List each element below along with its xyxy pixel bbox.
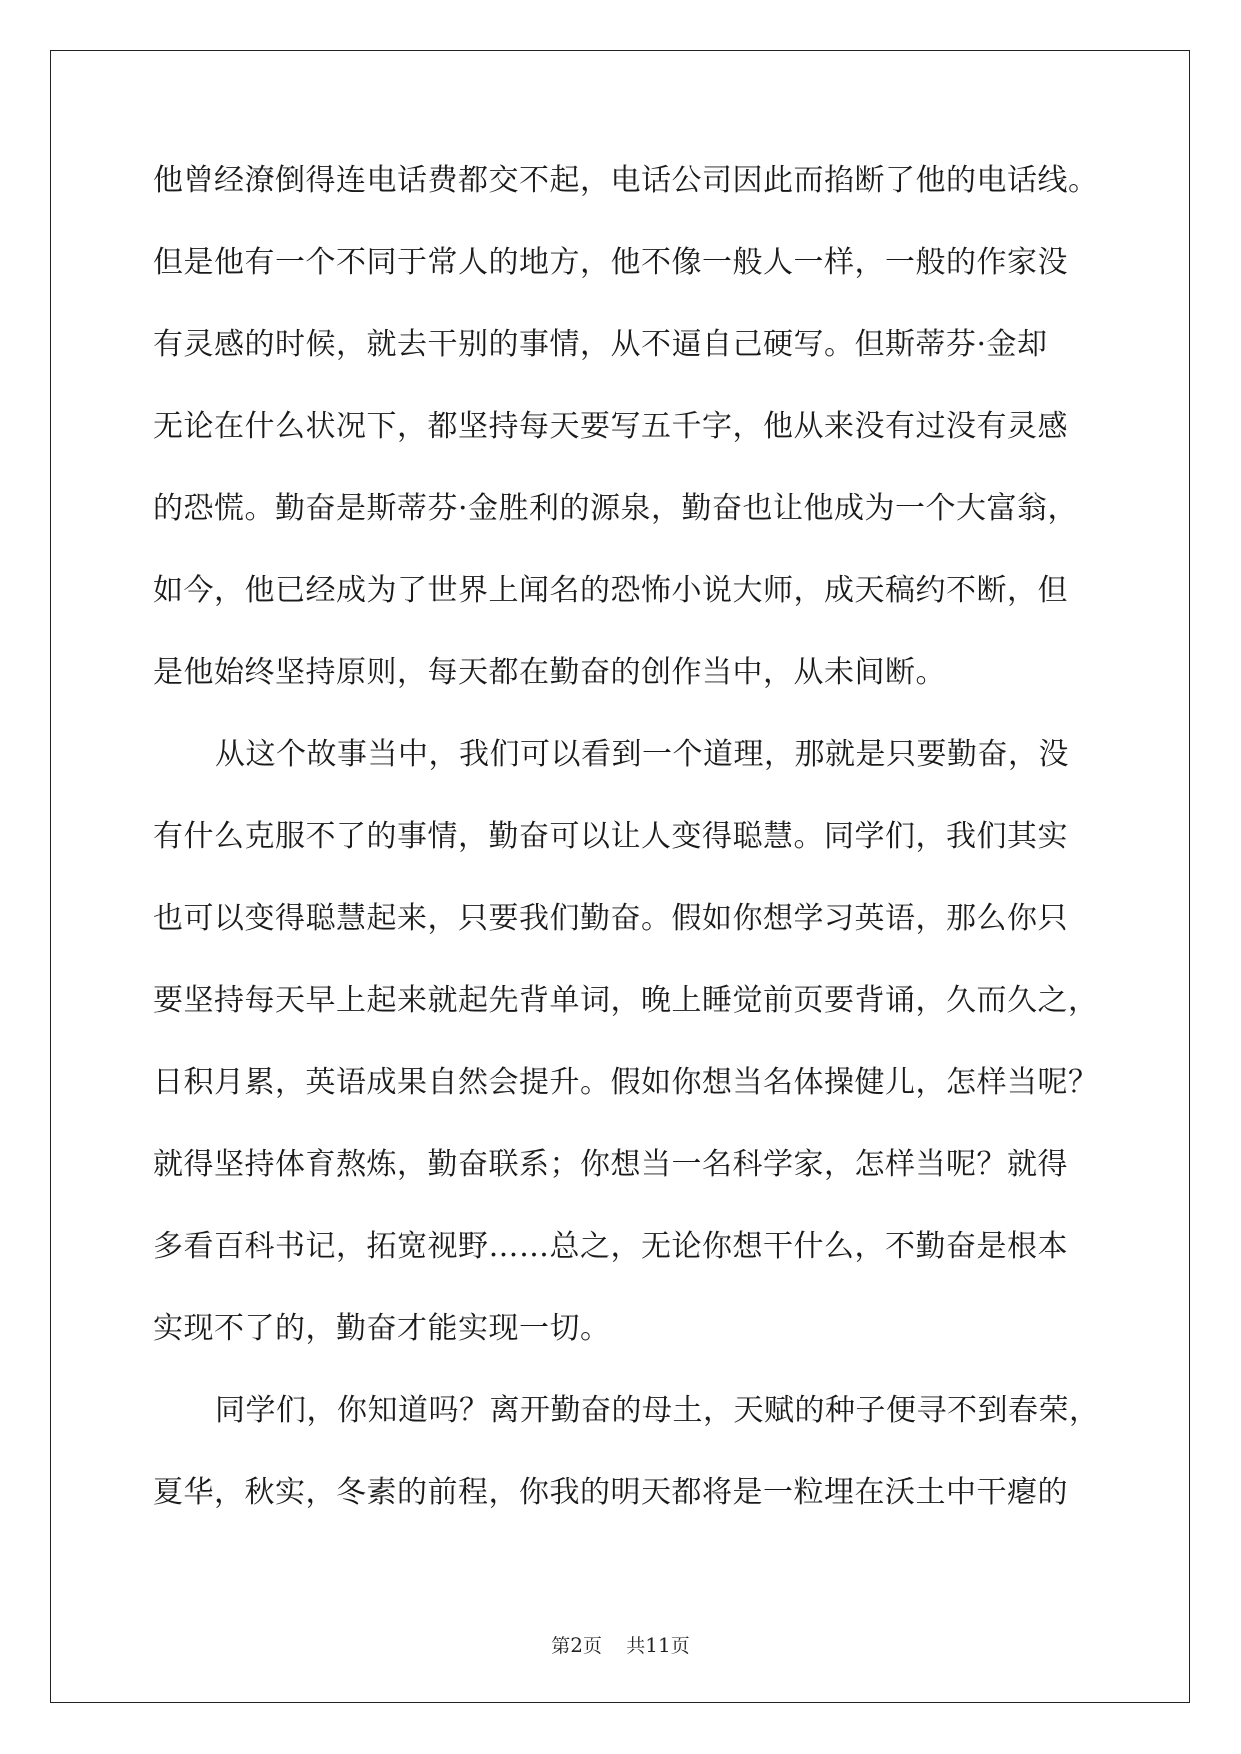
text-line: 实现不了的，勤奋才能实现一切。 xyxy=(153,1311,611,1346)
page-current: 2 xyxy=(570,1633,584,1657)
text-line: 要坚持每天早上起来就起先背单词，晚上睡觉前页要背诵，久而久之， xyxy=(153,983,1099,1018)
document-body xyxy=(153,155,1100,1549)
text-line: 日积月累，英语成果自然会提升。假如你想当名体操健儿，怎样当呢？ xyxy=(153,1065,1099,1100)
text-line: 同学们，你知道吗？离开勤奋的母土，天赋的种子便寻不到春荣， xyxy=(215,1393,1100,1428)
text-line: 多看百科书记，拓宽视野……总之，无论你想干什么，不勤奋是根本 xyxy=(153,1229,1068,1264)
text-line: 有什么克服不了的事情，勤奋可以让人变得聪慧。同学们，我们其实 xyxy=(153,819,1068,854)
page-unit: 页 xyxy=(583,1635,603,1657)
text-line: 从这个故事当中，我们可以看到一个道理，那就是只要勤奋，没 xyxy=(215,737,1069,772)
text-line: 是他始终坚持原则，每天都在勤奋的创作当中，从未间断。 xyxy=(153,655,946,690)
text-line: 如今，他已经成为了世界上闻名的恐怖小说大师，成天稿约不断，但 xyxy=(153,573,1068,608)
text-line: 无论在什么状况下，都坚持每天要写五千字，他从来没有过没有灵感 xyxy=(153,409,1068,444)
page-footer xyxy=(0,1631,1241,1658)
text-line: 就得坚持体育熬炼，勤奋联系；你想当一名科学家，怎样当呢？就得 xyxy=(153,1147,1068,1182)
text-line: 的恐慌。勤奋是斯蒂芬·金胜利的源泉，勤奋也让他成为一个大富翁， xyxy=(153,491,1079,526)
total-unit: 页 xyxy=(670,1635,690,1657)
text-line: 也可以变得聪慧起来，只要我们勤奋。假如你想学习英语，那么你只 xyxy=(153,901,1068,936)
page-prefix: 第 xyxy=(551,1635,571,1657)
text-line: 夏华，秋实，冬素的前程，你我的明天都将是一粒埋在沃土中干瘪的 xyxy=(153,1475,1068,1510)
text-line: 有灵感的时候，就去干别的事情，从不逼自己硬写。但斯蒂芬·金却 xyxy=(153,327,1048,362)
text-line: 但是他有一个不同于常人的地方，他不像一般人一样，一般的作家没 xyxy=(153,245,1068,280)
page-total: 11 xyxy=(645,1633,671,1657)
text-line: 他曾经潦倒得连电话费都交不起，电话公司因此而掐断了他的电话线。 xyxy=(153,163,1099,198)
total-prefix: 共 xyxy=(626,1635,646,1657)
